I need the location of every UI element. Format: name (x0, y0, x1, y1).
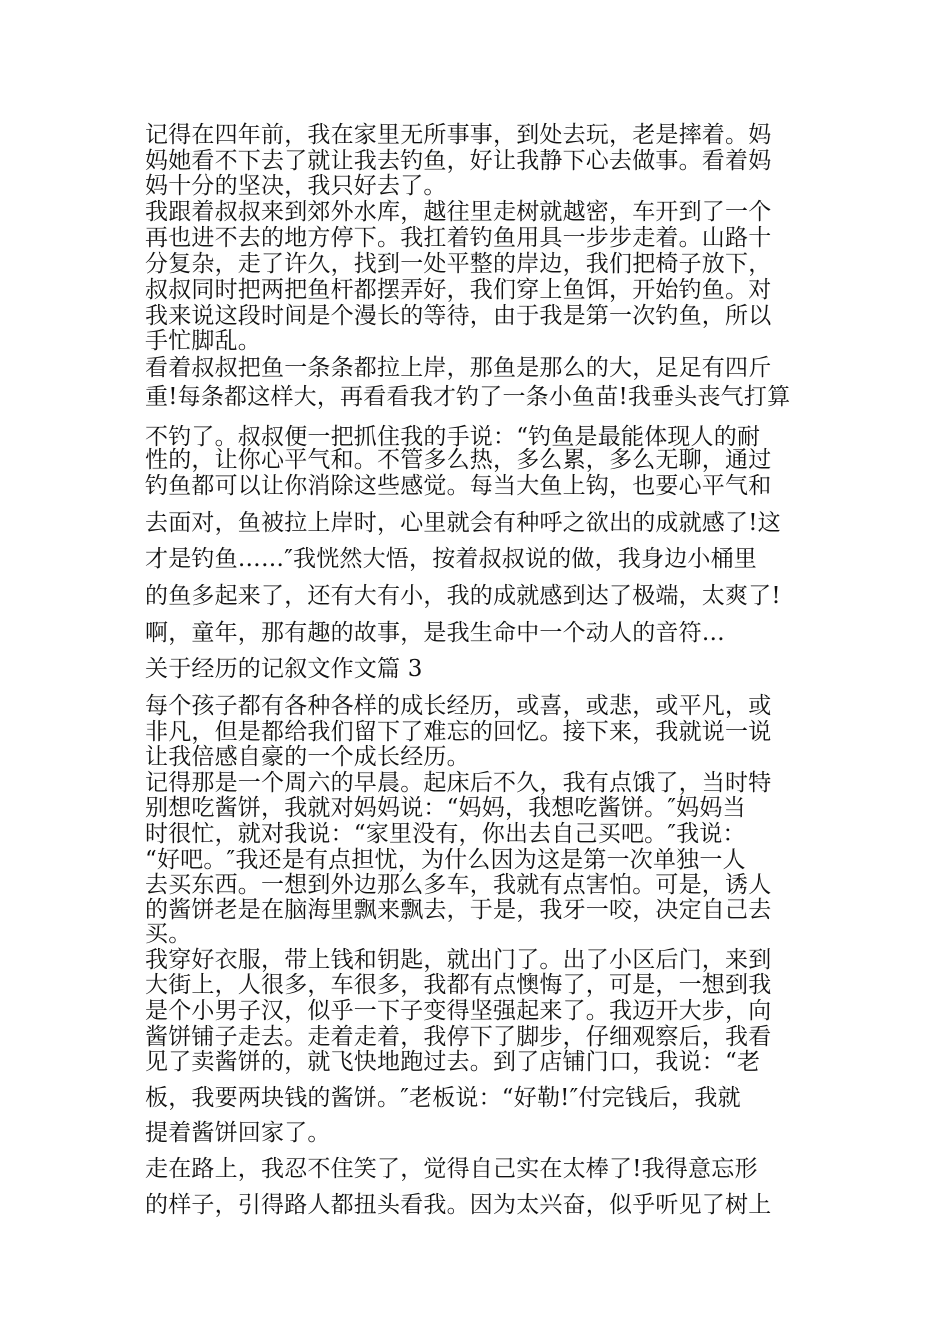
text-line: 分复杂，走了许久，找到一处平整的岸边，我们把椅子放下， (145, 251, 772, 277)
text-line: 妈十分的坚决，我只好去了。 (145, 173, 447, 199)
text-line: 的鱼多起来了，还有大有小，我的成就感到达了极端，太爽了! (145, 583, 781, 609)
text-line: 酱饼铺子走去。走着走着，我停下了脚步，仔细观察后，我看 (145, 1024, 772, 1050)
section-heading: 关于经历的记叙文作文篇 3 (145, 656, 423, 682)
text-line: 去面对，鱼被拉上岸时，心里就会有种呼之欲出的成就感了!这 (145, 510, 781, 536)
text-line: 走在路上，我忍不住笑了，觉得自己实在太棒了!我得意忘形 (145, 1156, 758, 1182)
text-line: 的样子，引得路人都扭头看我。因为太兴奋，似乎听见了树上 (145, 1192, 772, 1218)
text-line: 我穿好衣服，带上钱和钥匙，就出门了。出了小区后门，来到 (145, 947, 772, 973)
text-line: “好吧。″我还是有点担忧，为什么因为这是第一次单独一人 (145, 847, 746, 873)
text-line: 板，我要两块钱的酱饼。″老板说：“好勒!″付完钱后，我就 (145, 1085, 741, 1111)
text-line: 再也进不去的地方停下。我扛着钓鱼用具一步步走着。山路十 (145, 225, 772, 251)
text-line: 看着叔叔把鱼一条条都拉上岸，那鱼是那么的大，足足有四斤 (145, 355, 772, 381)
text-line: 去买东西。一想到外边那么多车，我就有点害怕。可是，诱人 (145, 872, 772, 898)
text-line: 性的，让你心平气和。不管多么热，多么累，多么无聊，通过 (145, 447, 772, 473)
text-line: 让我倍感自豪的一个成长经历。 (145, 744, 470, 770)
text-line: 见了卖酱饼的，就飞快地跑过去。到了店铺门口，我说：“老 (145, 1049, 761, 1075)
text-line: 啊，童年，那有趣的故事，是我生命中一个动人的音符… (145, 620, 725, 646)
text-line: 妈她看不下去了就让我去钓鱼，好让我静下心去做事。看着妈 (145, 148, 772, 174)
text-line: 时很忙，就对我说：“家里没有，你出去自己买吧。″我说： (145, 821, 746, 847)
text-line: 买。 (145, 921, 192, 947)
text-line: 钓鱼都可以让你消除这些感觉。每当大鱼上钩，也要心平气和 (145, 473, 772, 499)
text-line: 每个孩子都有各种各样的成长经历，或喜，或悲，或平凡，或 (145, 693, 772, 719)
text-line: 不钓了。叔叔便一把抓住我的手说：“钓鱼是最能体现人的耐 (145, 424, 761, 450)
text-line: 手忙脚乱。 (145, 328, 261, 354)
text-line: 才是钓鱼……″我恍然大悟，按着叔叔说的做，我身边小桶里 (145, 546, 757, 572)
text-line: 我来说这段时间是个漫长的等待，由于我是第一次钓鱼，所以 (145, 303, 772, 329)
text-line: 大街上，人很多，车很多，我都有点懊悔了，可是，一想到我 (145, 972, 772, 998)
text-line: 记得在四年前，我在家里无所事事，到处去玩，老是摔着。妈 (145, 122, 772, 148)
text-line: 非凡，但是都给我们留下了难忘的回忆。接下来，我就说一说 (145, 719, 772, 745)
text-line: 记得那是一个周六的早晨。起床后不久，我有点饿了，当时特 (145, 770, 772, 796)
text-line: 的酱饼老是在脑海里飘来飘去，于是，我牙一咬，决定自己去 (145, 897, 772, 923)
text-line: 叔叔同时把两把鱼杆都摆弄好，我们穿上鱼饵，开始钓鱼。对 (145, 277, 772, 303)
text-line: 我跟着叔叔来到郊外水库，越往里走树就越密，车开到了一个 (145, 199, 772, 225)
text-line: 提着酱饼回家了。 (145, 1120, 331, 1146)
text-line: 重!每条都这样大，再看看我才钓了一条小鱼苗!我垂头丧气打算 (145, 384, 791, 410)
text-line: 是个小男子汉，似乎一下子变得坚强起来了。我迈开大步，向 (145, 998, 772, 1024)
text-line: 别想吃酱饼，我就对妈妈说：“妈妈，我想吃酱饼。″妈妈当 (145, 795, 746, 821)
